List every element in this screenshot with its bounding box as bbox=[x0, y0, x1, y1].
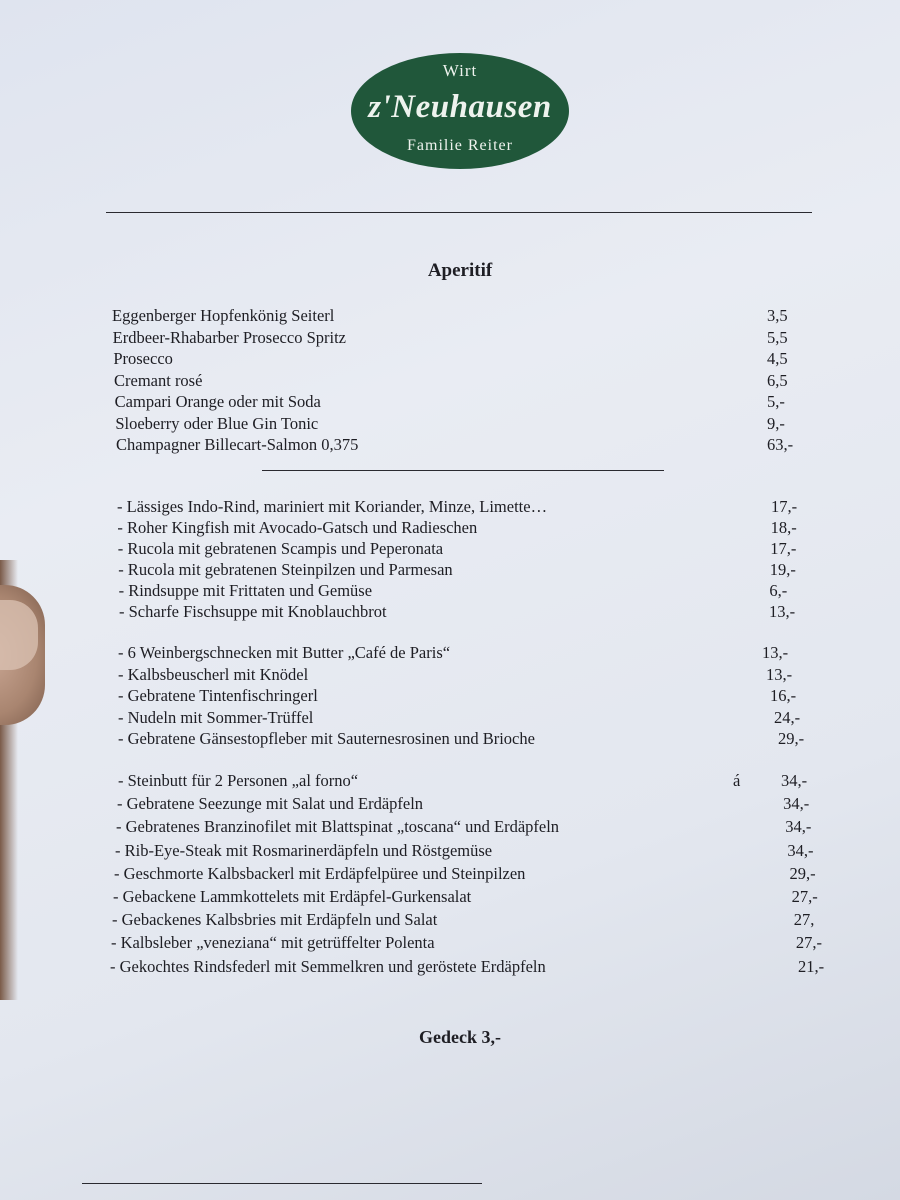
mains-item-name: - Geschmorte Kalbsbackerl mit Erdäpfelpüree und Steinpilzen bbox=[114, 863, 526, 883]
intermediate-item-price: 16,- bbox=[770, 686, 797, 705]
starters-item-name: - Roher Kingfish mit Avocado-Gatsch und Radieschen bbox=[117, 518, 478, 537]
intermediate-item-name: - Gebratene Gänsestopfleber mit Sauternesrosinen und Brioche bbox=[118, 729, 535, 748]
aperitif-divider bbox=[262, 470, 664, 471]
mains-item-name: - Steinbutt für 2 Personen „al forno“ bbox=[118, 771, 359, 790]
mains-item-price: 27,- bbox=[791, 887, 818, 906]
starters-item-price: 13,- bbox=[769, 602, 796, 621]
section-title-aperitif: Aperitif bbox=[427, 260, 493, 281]
aperitif-item-name: Cremant rosé bbox=[114, 370, 203, 390]
mains-item-price: 27,- bbox=[795, 933, 822, 953]
starters-item-price: 18,- bbox=[770, 518, 797, 537]
starters-item-name: - Scharfe Fischsuppe mit Knoblauchbrot bbox=[119, 602, 387, 621]
aperitif-item-name: Campari Orange oder mit Soda bbox=[114, 392, 321, 411]
mains-item-price: 34,- bbox=[781, 771, 808, 790]
aperitif-item-price: 6,5 bbox=[767, 370, 788, 390]
intermediate-item-price: 29,- bbox=[778, 729, 805, 748]
starters-item-price: 19,- bbox=[769, 560, 796, 579]
mains-item-name: - Gebackene Lammkottelets mit Erdäpfel-Gurkensalat bbox=[113, 887, 472, 906]
header-divider bbox=[106, 212, 812, 213]
aperitif-item-price: 63,- bbox=[767, 435, 794, 454]
starters-item-price: 17,- bbox=[770, 539, 797, 558]
aperitif-item-price: 4,5 bbox=[767, 349, 788, 368]
starters-item-name: - Rucola mit gebratenen Steinpilzen und Parmesan bbox=[118, 560, 453, 579]
logo-top-text: Wirt bbox=[442, 61, 478, 80]
starters-item-price: 6,- bbox=[769, 581, 788, 600]
restaurant-logo bbox=[351, 53, 569, 169]
cover-charge: Gedeck 3,- bbox=[419, 1027, 501, 1047]
mains-item-name: - Gebratenes Branzinofilet mit Blattspinat „toscana“ und Erdäpfeln bbox=[116, 817, 560, 837]
intermediate-item-price: 13,- bbox=[766, 664, 793, 684]
intermediate-item-name: - Gebratene Tintenfischringerl bbox=[118, 686, 318, 705]
starters-item-name: - Lässiges Indo-Rind, mariniert mit Koriander, Minze, Limette… bbox=[117, 497, 548, 516]
mains-item-price: 34,- bbox=[783, 794, 810, 814]
aperitif-item-price: 9,- bbox=[767, 413, 785, 433]
mains-item-price: 29,- bbox=[789, 863, 816, 883]
mains-item-name: - Kalbsleber „veneziana“ mit getrüffelter Polenta bbox=[111, 933, 435, 953]
mains-item-name: - Gebackenes Kalbsbries mit Erdäpfeln und Salat bbox=[112, 910, 438, 930]
intermediate-item-name: - Kalbsbeuscherl mit Knödel bbox=[118, 664, 309, 684]
mains-item-marker: á bbox=[733, 771, 741, 790]
aperitif-item-price: 3,5 bbox=[767, 306, 788, 325]
mains-item-name: - Rib-Eye-Steak mit Rosmarinerdäpfeln und Röstgemüse bbox=[115, 840, 493, 860]
mains-item-name: - Gekochtes Rindsfederl mit Semmelkren und geröstete Erdäpfeln bbox=[110, 956, 546, 976]
aperitif-item-price: 5,5 bbox=[767, 327, 788, 347]
logo-bottom-text: Familie Reiter bbox=[407, 137, 513, 154]
mains-item-price: 21,- bbox=[798, 956, 825, 976]
starters-item-price: 17,- bbox=[771, 497, 798, 516]
aperitif-item-name: Prosecco bbox=[113, 349, 173, 368]
mains-item-price: 34,- bbox=[787, 840, 814, 860]
aperitif-item-name: Champagner Billecart-Salmon 0,375 bbox=[116, 435, 359, 454]
aperitif-item-name: Erdbeer-Rhabarber Prosecco Spritz bbox=[112, 327, 346, 347]
aperitif-item-price: 5,- bbox=[767, 392, 785, 411]
starters-item-name: - Rindsuppe mit Frittaten und Gemüse bbox=[118, 581, 373, 600]
mains-item-name: - Gebratene Seezunge mit Salat und Erdäpfeln bbox=[117, 794, 424, 814]
intermediate-item-name: - 6 Weinbergschnecken mit Butter „Café de Paris“ bbox=[118, 643, 451, 662]
aperitif-item-name: Sloeberry oder Blue Gin Tonic bbox=[115, 413, 319, 433]
aperitif-item-name: Eggenberger Hopfenkönig Seiterl bbox=[112, 306, 335, 325]
intermediate-item-price: 13,- bbox=[762, 643, 789, 662]
mains-item-price: 27, bbox=[793, 910, 815, 930]
starters-item-name: - Rucola mit gebratenen Scampis und Peperonata bbox=[117, 539, 444, 558]
intermediate-item-name: - Nudeln mit Sommer-Trüffel bbox=[118, 707, 314, 727]
footer-divider bbox=[82, 1183, 482, 1184]
intermediate-item-price: 24,- bbox=[774, 707, 801, 727]
logo-name: z'Neuhausen bbox=[368, 89, 552, 125]
mains-item-price: 34,- bbox=[785, 817, 812, 837]
